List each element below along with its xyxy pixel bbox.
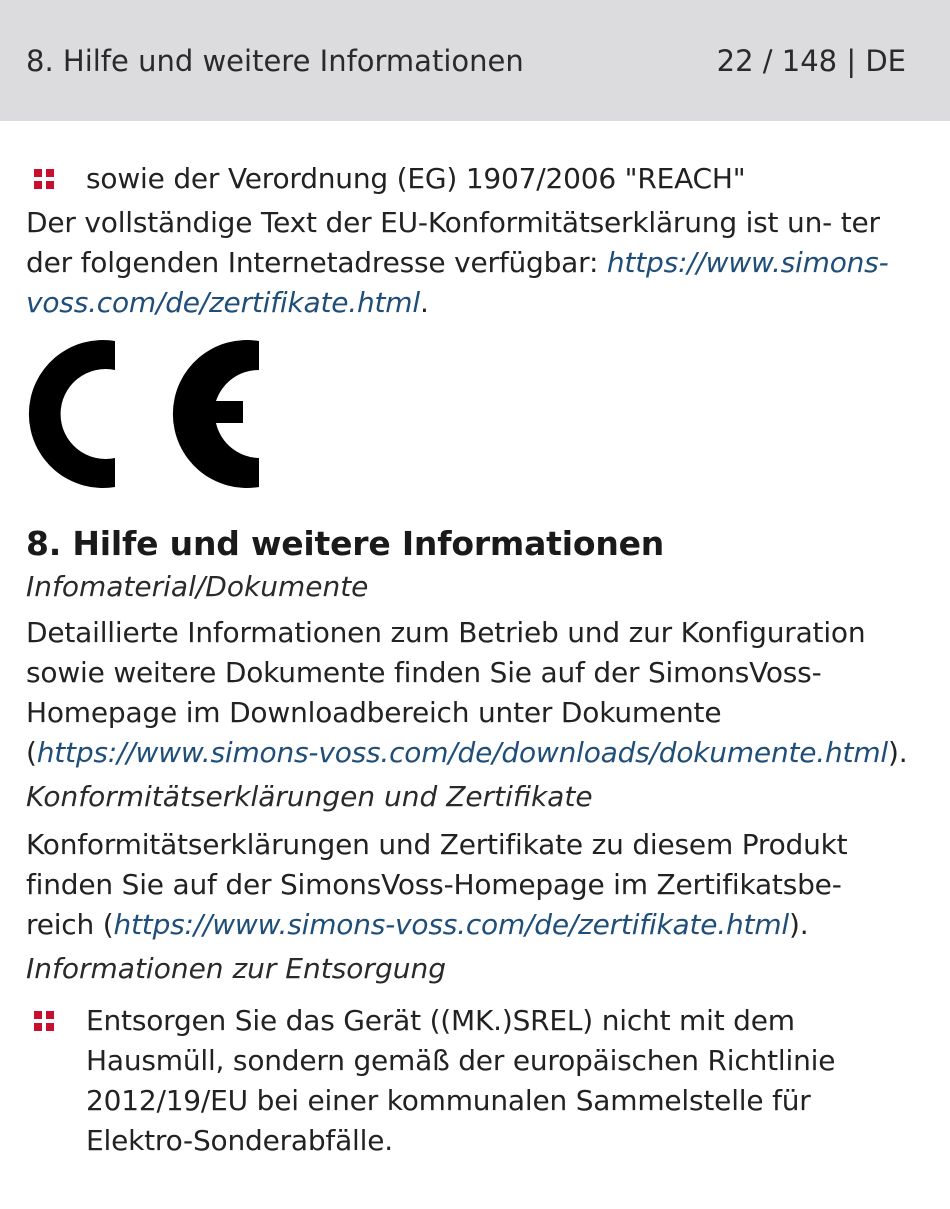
entsorgung-text: Entsorgen Sie das Gerät ((MK.)SREL) nicht mit dem Hausmüll, sondern gemäß der europäischen Richtlinie 2012/19/EU bei einer kommunalen Sammelstelle für Elektro-Sonderabfälle.	[86, 1004, 836, 1157]
eu-certificate-link[interactable]: https://www.simons-voss.com/de/zertifikate.html	[26, 246, 889, 319]
header-title: 8. Hilfe und weitere Informationen	[26, 43, 524, 78]
zertifikate-text-end: ).	[789, 908, 809, 941]
ce-mark-icon	[26, 331, 266, 501]
eu-text: Der vollständige Text der EU-Konformitätserklärung ist un- ter der folgenden Internetadresse verfügbar:	[26, 206, 880, 279]
bullet-icon	[34, 1011, 54, 1031]
zertifikate-heading: Konformitätserklärungen und Zertifikate	[26, 780, 593, 813]
eu-declaration-paragraph	[26, 203, 896, 323]
zertifikate-link[interactable]: https://www.simons-voss.com/de/zertifikate.html	[113, 908, 789, 941]
page-content	[0, 159, 950, 1161]
bullet-icon	[34, 169, 54, 189]
zertifikate-text: Konformitätserklärungen und Zertifikate zu diesem Produkt finden Sie auf der SimonsVoss-Homepage im Zertifikatsbe- reich (	[26, 828, 848, 941]
downloads-link[interactable]: https://www.simons-voss.com/de/downloads/dokumente.html	[36, 736, 888, 769]
infomaterial-heading: Infomaterial/Dokumente	[26, 570, 369, 603]
list-item-reach	[26, 159, 924, 199]
list-item-entsorgung	[26, 1001, 924, 1161]
entsorgung-heading: Informationen zur Entsorgung	[26, 952, 446, 985]
infomaterial-text: Detaillierte Informationen zum Betrieb und zur Konfiguration sowie weitere Dokumente finden Sie auf der SimonsVoss- Homepage im Downloadbereich unter Dokumente (	[26, 616, 866, 769]
eu-text-end: .	[419, 286, 429, 319]
page-number: 22 / 148 | DE	[716, 43, 906, 78]
infomaterial-paragraph	[26, 613, 911, 773]
page-header	[0, 0, 950, 121]
zertifikate-paragraph	[26, 825, 911, 945]
section-title: 8. Hilfe und weitere Informationen	[26, 524, 665, 563]
infomaterial-text-end: ).	[887, 736, 908, 769]
reach-text: sowie der Verordnung (EG) 1907/2006 "REACH"	[86, 162, 746, 195]
